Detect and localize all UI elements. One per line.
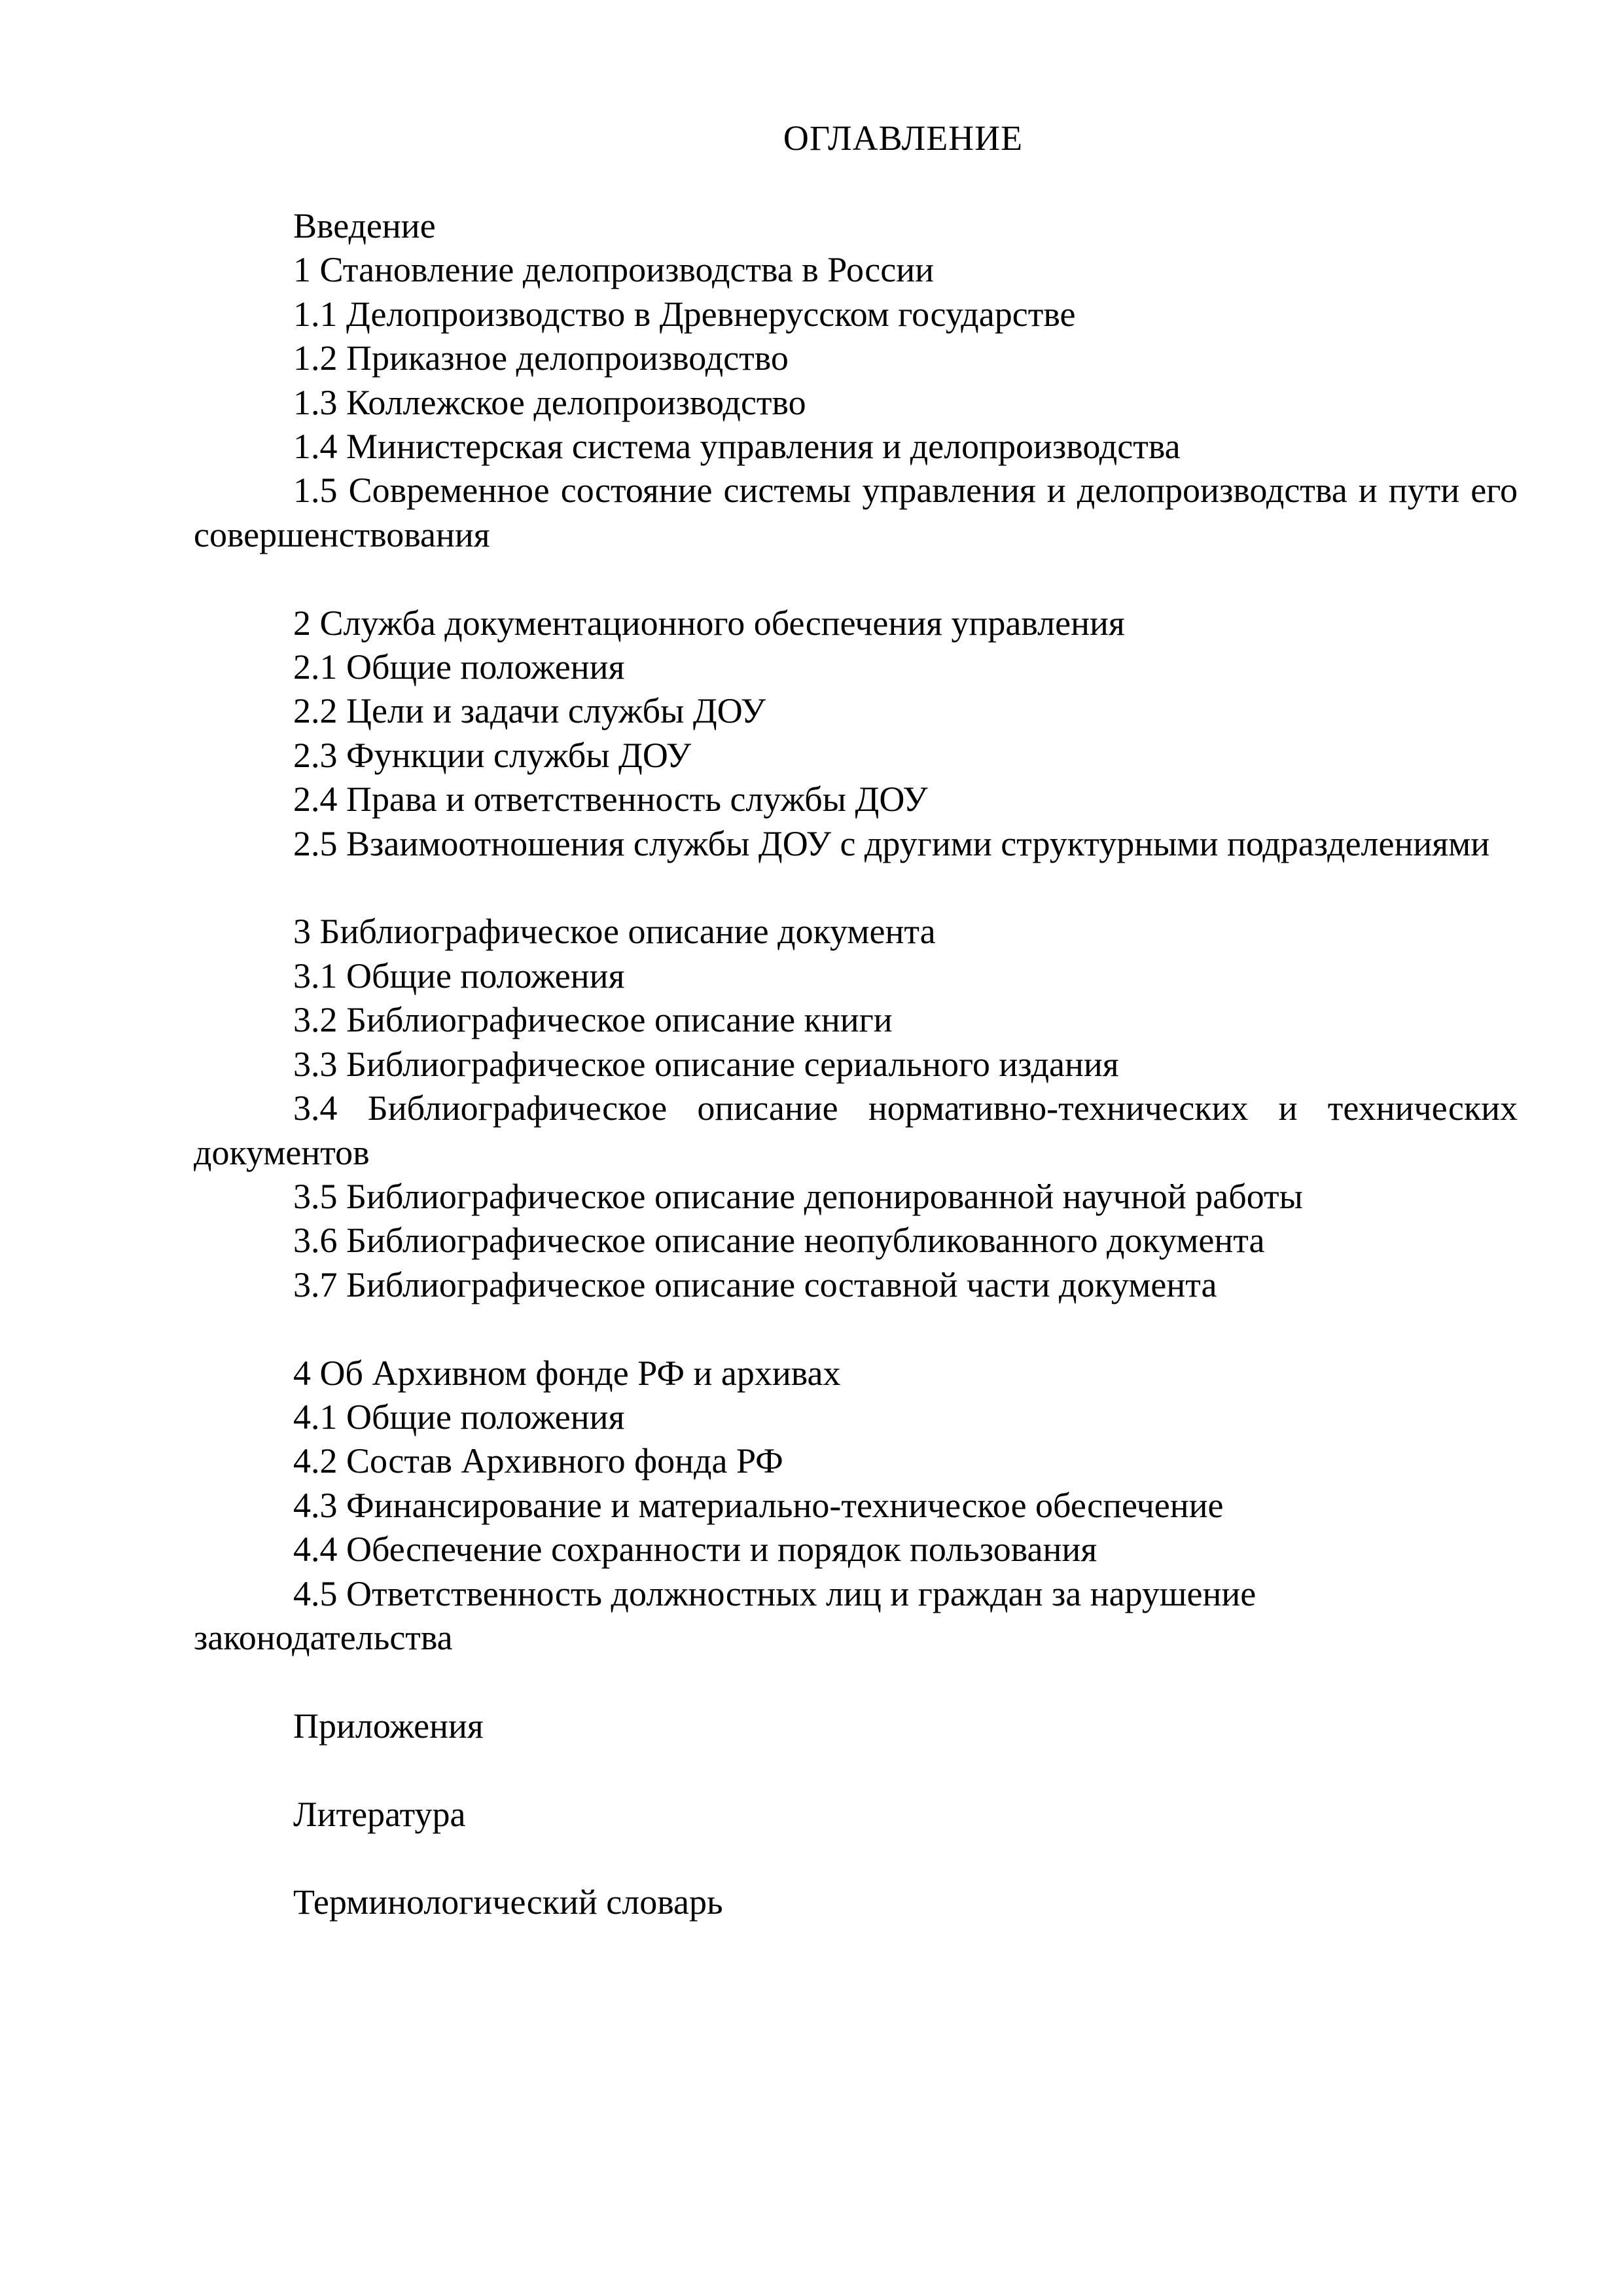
toc-entry-3-6: 3.6 Библиографическое описание неопубликованного документа xyxy=(293,1221,1265,1261)
toc-entry-3-7: 3.7 Библиографическое описание составной части документа xyxy=(293,1265,1217,1304)
toc-entry-1-5: 1.5 Современное состояние системы управления и делопроизводства и пути его совершенствования xyxy=(194,471,1518,554)
toc-entry-2-1: 2.1 Общие положения xyxy=(293,647,625,687)
toc-entry-4-4: 4.4 Обеспечение сохранности и порядок пользования xyxy=(293,1530,1097,1570)
toc-entry-2-2: 2.2 Цели и задачи службы ДОУ xyxy=(293,691,766,731)
toc-title: ОГЛАВЛЕНИЕ xyxy=(783,118,1024,158)
toc-entry-1-3: 1.3 Коллежское делопроизводство xyxy=(293,382,806,422)
toc-entry-introduction: Введение xyxy=(293,206,436,245)
toc-entry-4-1: 4.1 Общие положения xyxy=(293,1397,625,1437)
toc-entry-section-4: 4 Об Архивном фонде РФ и архивах xyxy=(293,1353,841,1393)
toc-entry-2-3: 2.3 Функции службы ДОУ xyxy=(293,735,692,775)
table-of-contents xyxy=(194,204,1518,1925)
toc-entry-2-5: 2.5 Взаимоотношения службы ДОУ с другими структурными подразделениями xyxy=(293,823,1490,863)
toc-entry-glossary: Терминологический словарь xyxy=(293,1882,723,1922)
toc-entry-section-1: 1 Становление делопроизводства в России xyxy=(293,250,935,290)
toc-entry-literature: Литература xyxy=(293,1794,466,1834)
toc-entry-3-2: 3.2 Библиографическое описание книги xyxy=(293,1000,893,1040)
toc-entry-3-4: 3.4 Библиографическое описание нормативно-технических и технических документов xyxy=(194,1088,1518,1172)
toc-entry-4-2: 4.2 Состав Архивного фонда РФ xyxy=(293,1441,783,1481)
toc-entry-3-1: 3.1 Общие положения xyxy=(293,956,625,996)
toc-entry-1-2: 1.2 Приказное делопроизводство xyxy=(293,338,789,378)
toc-entry-4-5: 4.5 Ответственность должностных лиц и граждан за нарушение законодательства xyxy=(194,1573,1257,1657)
toc-entry-1-4: 1.4 Министерская система управления и делопроизводства xyxy=(293,427,1181,467)
toc-entry-2-4: 2.4 Права и ответственность службы ДОУ xyxy=(293,780,928,819)
toc-entry-section-2: 2 Служба документационного обеспечения управления xyxy=(293,603,1125,643)
toc-entry-4-3: 4.3 Финансирование и материально-техническое обеспечение xyxy=(293,1485,1224,1525)
toc-entry-section-3: 3 Библиографическое описание документа xyxy=(293,912,936,952)
toc-entry-3-3: 3.3 Библиографическое описание сериального издания xyxy=(293,1044,1119,1084)
toc-entry-appendices: Приложения xyxy=(293,1706,484,1746)
toc-entry-1-1: 1.1 Делопроизводство в Древнерусском государстве xyxy=(293,294,1076,334)
toc-entry-3-5: 3.5 Библиографическое описание депонированной научной работы xyxy=(293,1176,1303,1216)
